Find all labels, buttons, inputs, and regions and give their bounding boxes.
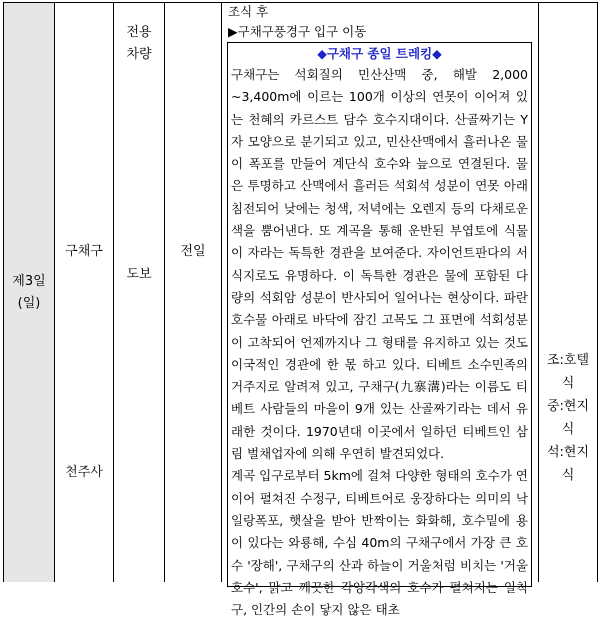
column-divider — [538, 2, 539, 582]
transport-cell — [114, 22, 164, 66]
transport-cell — [114, 264, 164, 286]
place-name: 천주사 — [65, 465, 103, 480]
meal-line: 중:현지 — [546, 399, 590, 414]
column-divider — [54, 2, 55, 582]
trekking-route: 계곡 입구로부터 5km에 걸쳐 다양한 형태의 호수가 연이어 펼쳐진 수정구, 티베트어로 웅장하다는 의미의 낙일랑폭포, 햇살을 받아 반짝이는 화화해, 호수밑에 용이 있다는 와룡해, 수심 40m의 구채구에서 가장 큰 호수 '장해', 구채구의 산과 하늘이 거울처럼 비치는 '거울호수', 맑고 깨끗한 각양각색의 호수가 펼쳐지는 일칙구, 인간의 손이 닿지 않은 태초 — [231, 468, 528, 618]
meals-cell — [539, 348, 597, 488]
table-border-right — [597, 2, 598, 582]
transport-vehicle: 전용 차량 — [126, 25, 152, 62]
meal-line: 식 — [561, 422, 575, 437]
meal-line: 식 — [561, 376, 575, 391]
trekking-description: 구채구는 석회질의 민산산맥 중, 해발 2,000 ~3,400m에 이르는 100개 이상의 연못이 이어져 있는 천혜의 카르스트 담수 호수지대이다. 산골짜기는 Y자 모양으로 분기되고 있고, 민산산맥에서 흘러나온 물이 폭포를 만들어 계단식 호수와 늪으로 연결된다. 물은 투명하고 산맥에서 흘러든 석회석 성분이 연못 아래 침전되어 낮에는 청색, 저녁에는 오렌지 등의 다채로운 색을 뿜어낸다. 또 계곡을 통해 운반된 부엽토에 식물이 자라는 독특한 경관을 보여준다. 자이언트판다의 서식지로도 유명하다. 이 독특한 경관은 물에 포함된 다량의 석회암 성분이 반사되어 일어나는 현상이다. 파란 호수물 아래로 바닥에 잠긴 고목도 그 표면에 석회성분이 고착되어 언제까지나 그 형태를 유지하고 있는 것도 이국적인 경관에 한 몫 하고 있다. 티베트 소수민족의 거주지로 알려져 있고, 구채구(九寨溝)라는 이름도 티베트 사람들의 마을이 9개 있는 산골짜기라는 데서 유래한 것이다. 1970년대 이곳에서 일하던 티베트인 삼림 벌채업자에 의해 우연히 발견되었다. — [231, 67, 528, 462]
meal-line: 조:호텔 — [546, 353, 590, 368]
column-divider — [164, 2, 165, 582]
column-divider — [113, 2, 114, 582]
transport-walk: 도보 — [126, 267, 152, 282]
schedule-line: ▶구채구풍경구 입구 이동 — [228, 24, 367, 39]
vehicle-usage: 전일 — [180, 244, 206, 259]
schedule-content — [225, 2, 535, 42]
meal-line: 석:현지 — [546, 445, 590, 460]
meal-line: 식 — [561, 468, 575, 483]
place-cell — [55, 240, 113, 264]
day-weekday: (일) — [17, 295, 41, 311]
trekking-info-box — [227, 42, 532, 618]
vehicle-cell — [165, 240, 221, 264]
column-divider — [221, 2, 222, 582]
day-cell — [4, 3, 54, 582]
place-name: 구채구 — [65, 244, 103, 259]
trekking-title: ◆구채구 종일 트레킹◆ — [317, 46, 442, 61]
schedule-line: 조식 후 — [228, 4, 269, 19]
place-cell — [55, 461, 113, 485]
day-label: 제3일 — [12, 273, 46, 289]
